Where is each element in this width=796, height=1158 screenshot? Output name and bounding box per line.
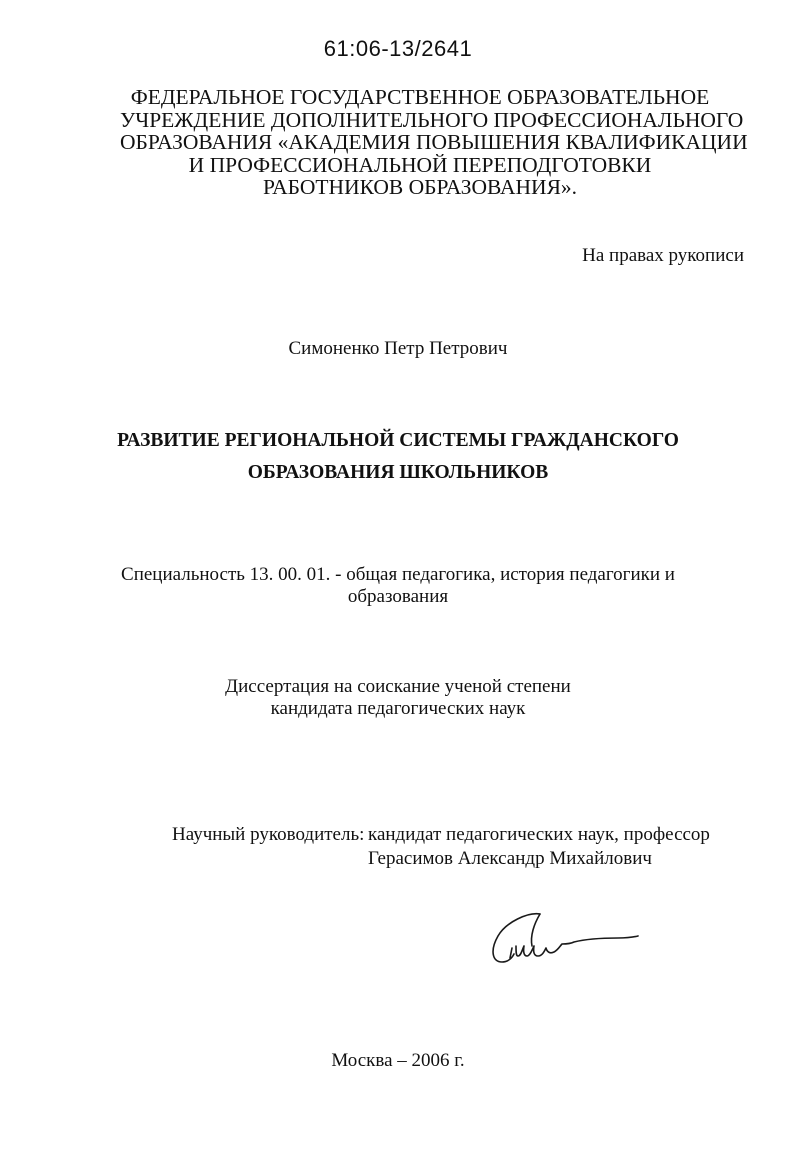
- organization-line: И ПРОФЕССИОНАЛЬНОЙ ПЕРЕПОДГОТОВКИ: [188, 152, 652, 177]
- organization-line: ФЕДЕРАЛЬНОЕ ГОСУДАРСТВЕННОЕ ОБРАЗОВАТЕЛЬНОЕ: [130, 85, 710, 109]
- supervisor-line-1: [172, 823, 710, 847]
- specialty: [0, 564, 796, 608]
- degree-statement: [0, 676, 796, 720]
- organization-line: РАБОТНИКОВ ОБРАЗОВАНИЯ».: [262, 175, 578, 199]
- organization-line: УЧРЕЖДЕНИЕ ДОПОЛНИТЕЛЬНОГО ПРОФЕССИОНАЛЬНОГО: [120, 107, 744, 132]
- document-code: 61:06-13/2641: [323, 36, 473, 61]
- supervisor-degree: кандидат педагогических наук, профессор: [368, 824, 710, 845]
- author-name: Симоненко Петр Петрович: [288, 338, 508, 359]
- manuscript-rights: На правах рукописи: [582, 245, 744, 266]
- city-year: Москва – 2006 г.: [331, 1050, 465, 1071]
- title-line: ОБРАЗОВАНИЯ ШКОЛЬНИКОВ: [247, 462, 549, 483]
- organization-name: [120, 85, 748, 199]
- supervisor-block: [172, 823, 710, 871]
- specialty-line: Специальность 13. 00. 01. - общая педагогика, история педагогики и: [121, 564, 675, 585]
- organization-line: ОБРАЗОВАНИЯ «АКАДЕМИЯ ПОВЫШЕНИЯ КВАЛИФИКАЦИИ: [120, 130, 748, 154]
- specialty-line: образования: [347, 586, 449, 607]
- dissertation-title: [0, 425, 796, 489]
- handwritten-signature-icon: [478, 900, 648, 980]
- degree-line: Диссертация на соискание ученой степени: [225, 676, 571, 697]
- degree-line: кандидата педагогических наук: [270, 698, 526, 719]
- title-line: РАЗВИТИЕ РЕГИОНАЛЬНОЙ СИСТЕМЫ ГРАЖДАНСКОГО: [117, 430, 679, 451]
- supervisor-name: Герасимов Александр Михайлович: [368, 848, 652, 869]
- supervisor-label: Научный руководитель:: [172, 824, 365, 845]
